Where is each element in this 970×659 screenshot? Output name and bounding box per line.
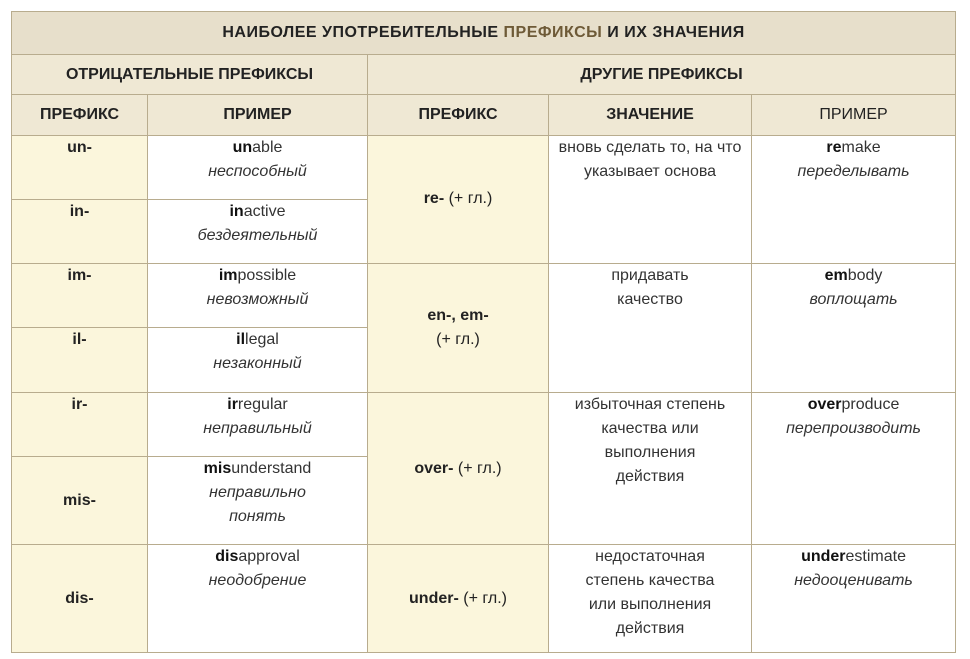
other-example: embody воплощать	[752, 264, 956, 393]
title-part2: ПРЕФИКСЫ	[503, 24, 603, 42]
other-example: remake переделывать	[752, 135, 956, 264]
other-prefix: under- (+ гл.)	[368, 545, 549, 653]
negative-example: impossible невозможный	[148, 264, 368, 328]
negative-example: disapproval неодобрение	[148, 545, 368, 653]
table-title	[12, 12, 956, 55]
negative-example: unable неспособный	[148, 135, 368, 199]
negative-prefix: mis-	[12, 457, 148, 545]
negative-prefix: in-	[12, 199, 148, 263]
negative-prefix: dis-	[12, 545, 148, 653]
negative-prefix: ir-	[12, 392, 148, 456]
column-header-prefix-left: ПРЕФИКС	[12, 95, 148, 135]
negative-prefix: im-	[12, 264, 148, 328]
other-meaning: избыточная степень качества или выполнения действия	[549, 392, 752, 545]
table-row	[12, 392, 956, 456]
other-prefix: en-, em- (+ гл.)	[368, 264, 549, 393]
table-row	[12, 264, 956, 328]
column-header-example-left: ПРИМЕР	[148, 95, 368, 135]
negative-example: irregular неправильный	[148, 392, 368, 456]
column-header-meaning: ЗНАЧЕНИЕ	[549, 95, 752, 135]
other-example: overproduce перепроизводить	[752, 392, 956, 545]
negative-example: misunderstand неправильно понять	[148, 457, 368, 545]
title-part1: НАИБОЛЕЕ УПОТРЕБИТЕЛЬНЫЕ	[222, 24, 499, 42]
negative-prefix: un-	[12, 135, 148, 199]
negative-example: illegal незаконный	[148, 328, 368, 392]
other-meaning: придавать качество	[549, 264, 752, 393]
negative-example: inactive бездеятельный	[148, 199, 368, 263]
table-row	[12, 135, 956, 199]
negative-prefix: il-	[12, 328, 148, 392]
column-header-prefix-right: ПРЕФИКС	[368, 95, 549, 135]
other-prefix: over- (+ гл.)	[368, 392, 549, 545]
group-negative-header: ОТРИЦАТЕЛЬНЫЕ ПРЕФИКСЫ	[12, 55, 368, 95]
other-prefix: re- (+ гл.)	[368, 135, 549, 264]
title-part3: И ИХ ЗНАЧЕНИЯ	[607, 24, 745, 42]
other-meaning: вновь сделать то, на что указывает основа	[549, 135, 752, 264]
other-meaning: недостаточная степень качества или выполнения действия	[549, 545, 752, 653]
group-other-header: ДРУГИЕ ПРЕФИКСЫ	[368, 55, 956, 95]
column-header-example-right: ПРИМЕР	[752, 95, 956, 135]
table-row	[12, 545, 956, 653]
other-example: underestimate недооценивать	[752, 545, 956, 653]
prefix-table	[11, 11, 956, 653]
